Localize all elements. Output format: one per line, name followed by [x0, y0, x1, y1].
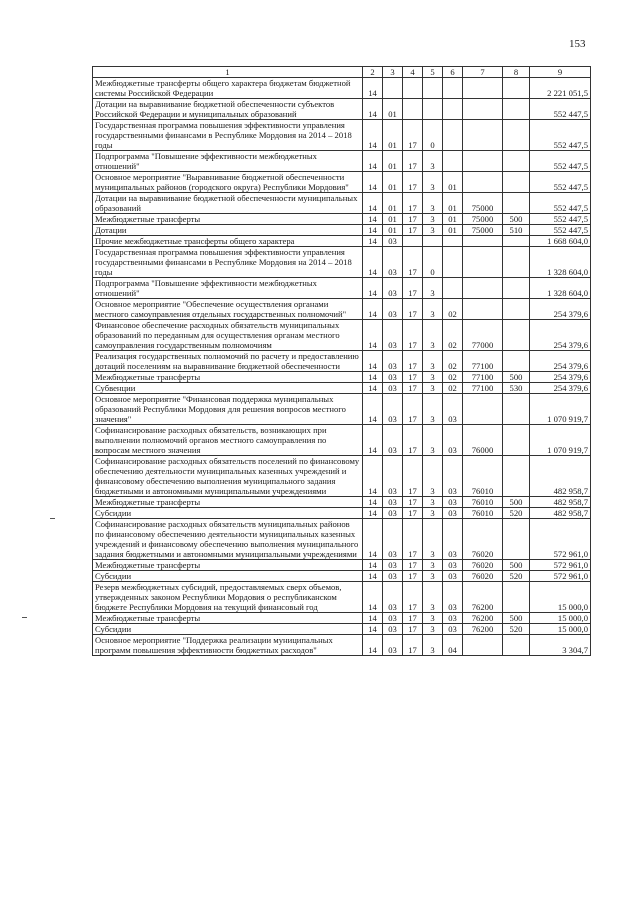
- code-cell: 14: [363, 214, 383, 225]
- code-cell: 3: [423, 193, 443, 214]
- table-row: [93, 214, 591, 225]
- row-name: Основное мероприятие "Обеспечение осуществления органами местного самоуправления отдельных государственных полномочий": [93, 299, 363, 320]
- amount-cell: 254 379,6: [530, 372, 591, 383]
- code-cell: 520: [503, 508, 530, 519]
- code-cell: 17: [403, 383, 423, 394]
- code-cell: 75000: [463, 193, 503, 214]
- code-cell: 02: [443, 372, 463, 383]
- code-cell: 03: [443, 582, 463, 613]
- code-cell: [463, 78, 503, 99]
- code-cell: 17: [403, 519, 423, 560]
- column-header: 1: [93, 67, 363, 78]
- code-cell: 03: [383, 299, 403, 320]
- code-cell: 3: [423, 508, 443, 519]
- code-cell: 3: [423, 582, 443, 613]
- code-cell: 17: [403, 372, 423, 383]
- code-cell: 01: [383, 172, 403, 193]
- amount-cell: 15 000,0: [530, 582, 591, 613]
- table-row: [93, 560, 591, 571]
- row-name: Дотации: [93, 225, 363, 236]
- code-cell: 76200: [463, 613, 503, 624]
- code-cell: 14: [363, 78, 383, 99]
- code-cell: 14: [363, 560, 383, 571]
- code-cell: 03: [383, 508, 403, 519]
- code-cell: [503, 456, 530, 497]
- code-cell: 14: [363, 299, 383, 320]
- code-cell: [503, 351, 530, 372]
- code-cell: 3: [423, 425, 443, 456]
- code-cell: [443, 278, 463, 299]
- code-cell: 0: [423, 247, 443, 278]
- code-cell: 17: [403, 508, 423, 519]
- column-header: 3: [383, 67, 403, 78]
- code-cell: 75000: [463, 225, 503, 236]
- code-cell: [463, 172, 503, 193]
- amount-cell: 482 958,7: [530, 456, 591, 497]
- table-row: [93, 508, 591, 519]
- header-row: [93, 67, 591, 78]
- code-cell: 14: [363, 172, 383, 193]
- table-row: [93, 299, 591, 320]
- code-cell: 3: [423, 278, 443, 299]
- amount-cell: 552 447,5: [530, 225, 591, 236]
- code-cell: 75000: [463, 214, 503, 225]
- code-cell: 0: [423, 120, 443, 151]
- code-cell: 03: [443, 571, 463, 582]
- row-name: Софинансирование расходных обязательств поселений по финансовому обеспечению деятельности муниципальных казенных учреждений и финансовому обеспечению выполнения муниципального задания бюджетными и автономными муниципальными учреждениями: [93, 456, 363, 497]
- code-cell: 3: [423, 172, 443, 193]
- code-cell: 14: [363, 425, 383, 456]
- code-cell: 14: [363, 508, 383, 519]
- row-name: Софинансирование расходных обязательств муниципальных районов по финансовому обеспечению деятельности муниципальных казенных учреждений и финансовому обеспечению выполнения муниципального задания бюджетными и автономными муниципальными учреждениями: [93, 519, 363, 560]
- table-row: [93, 497, 591, 508]
- table-row: [93, 425, 591, 456]
- row-name: Субсидии: [93, 571, 363, 582]
- code-cell: 77000: [463, 320, 503, 351]
- row-name: Подпрограмма "Повышение эффективности межбюджетных отношений": [93, 278, 363, 299]
- row-name: Основное мероприятие "Поддержка реализации муниципальных программ повышения эффективности бюджетных расходов": [93, 635, 363, 656]
- code-cell: 500: [503, 214, 530, 225]
- code-cell: 14: [363, 613, 383, 624]
- code-cell: [423, 236, 443, 247]
- code-cell: 3: [423, 624, 443, 635]
- amount-cell: 254 379,6: [530, 320, 591, 351]
- table-row: [93, 582, 591, 613]
- code-cell: [403, 99, 423, 120]
- code-cell: 76010: [463, 456, 503, 497]
- amount-cell: 552 447,5: [530, 193, 591, 214]
- code-cell: 17: [403, 151, 423, 172]
- code-cell: 03: [383, 613, 403, 624]
- amount-cell: 15 000,0: [530, 613, 591, 624]
- code-cell: 76020: [463, 560, 503, 571]
- code-cell: 17: [403, 456, 423, 497]
- code-cell: 3: [423, 394, 443, 425]
- code-cell: [503, 78, 530, 99]
- code-cell: 03: [383, 519, 403, 560]
- code-cell: [443, 99, 463, 120]
- code-cell: 76200: [463, 624, 503, 635]
- code-cell: [383, 78, 403, 99]
- table-row: [93, 172, 591, 193]
- table-row: [93, 456, 591, 497]
- code-cell: 14: [363, 247, 383, 278]
- row-name: Субсидии: [93, 508, 363, 519]
- table-body: [93, 78, 591, 656]
- code-cell: [503, 236, 530, 247]
- amount-cell: 572 961,0: [530, 571, 591, 582]
- code-cell: 03: [383, 394, 403, 425]
- code-cell: 14: [363, 571, 383, 582]
- code-cell: 3: [423, 383, 443, 394]
- code-cell: 03: [443, 624, 463, 635]
- code-cell: 03: [383, 456, 403, 497]
- code-cell: 76200: [463, 582, 503, 613]
- amount-cell: 1 070 919,7: [530, 425, 591, 456]
- table-row: [93, 236, 591, 247]
- code-cell: 03: [443, 613, 463, 624]
- code-cell: 76020: [463, 519, 503, 560]
- table-row: [93, 247, 591, 278]
- code-cell: 17: [403, 214, 423, 225]
- code-cell: [403, 236, 423, 247]
- code-cell: 3: [423, 151, 443, 172]
- code-cell: 3: [423, 497, 443, 508]
- code-cell: 14: [363, 372, 383, 383]
- code-cell: 03: [443, 425, 463, 456]
- code-cell: 14: [363, 383, 383, 394]
- code-cell: 14: [363, 236, 383, 247]
- row-name: Межбюджетные трансферты: [93, 214, 363, 225]
- code-cell: 17: [403, 225, 423, 236]
- code-cell: 03: [443, 394, 463, 425]
- amount-cell: 552 447,5: [530, 214, 591, 225]
- code-cell: 03: [383, 278, 403, 299]
- table-row: [93, 193, 591, 214]
- code-cell: [463, 120, 503, 151]
- column-header: 5: [423, 67, 443, 78]
- row-name: Дотации на выравнивание бюджетной обеспеченности муниципальных образований: [93, 193, 363, 214]
- code-cell: 03: [383, 236, 403, 247]
- code-cell: 76020: [463, 571, 503, 582]
- column-header: 9: [530, 67, 591, 78]
- code-cell: [503, 278, 530, 299]
- row-name: Межбюджетные трансферты: [93, 613, 363, 624]
- row-name: Межбюджетные трансферты: [93, 372, 363, 383]
- code-cell: 3: [423, 456, 443, 497]
- code-cell: [503, 172, 530, 193]
- code-cell: 03: [443, 519, 463, 560]
- code-cell: 14: [363, 99, 383, 120]
- table-row: [93, 225, 591, 236]
- code-cell: 3: [423, 351, 443, 372]
- code-cell: [463, 278, 503, 299]
- code-cell: [443, 120, 463, 151]
- code-cell: 76010: [463, 497, 503, 508]
- row-name: Основное мероприятие "Финансовая поддержка муниципальных образований Республики Мордовия для решения вопросов местного значения": [93, 394, 363, 425]
- code-cell: 3: [423, 299, 443, 320]
- code-cell: 17: [403, 560, 423, 571]
- amount-cell: 1 328 604,0: [530, 247, 591, 278]
- table-row: [93, 635, 591, 656]
- amount-cell: 482 958,7: [530, 508, 591, 519]
- code-cell: 77100: [463, 351, 503, 372]
- row-name: Резерв межбюджетных субсидий, предоставляемых сверх объемов, утвержденных законом Республики Мордовия о республиканском бюджете Республики Мордовия на текущий финансовый год: [93, 582, 363, 613]
- amount-cell: 254 379,6: [530, 383, 591, 394]
- code-cell: [443, 247, 463, 278]
- code-cell: 03: [383, 571, 403, 582]
- code-cell: 17: [403, 172, 423, 193]
- code-cell: [463, 394, 503, 425]
- code-cell: 17: [403, 635, 423, 656]
- row-name: Прочие межбюджетные трансферты общего характера: [93, 236, 363, 247]
- table-row: [93, 151, 591, 172]
- amount-cell: 254 379,6: [530, 299, 591, 320]
- amount-cell: 1 070 919,7: [530, 394, 591, 425]
- code-cell: 03: [443, 508, 463, 519]
- scan-mark: [22, 617, 27, 618]
- column-header: 6: [443, 67, 463, 78]
- code-cell: 17: [403, 320, 423, 351]
- table-row: [93, 320, 591, 351]
- code-cell: [503, 193, 530, 214]
- code-cell: [503, 519, 530, 560]
- amount-cell: 1 668 604,0: [530, 236, 591, 247]
- code-cell: 02: [443, 299, 463, 320]
- table-row: [93, 613, 591, 624]
- code-cell: 01: [383, 193, 403, 214]
- amount-cell: 572 961,0: [530, 519, 591, 560]
- code-cell: 500: [503, 613, 530, 624]
- code-cell: 01: [383, 151, 403, 172]
- code-cell: 3: [423, 214, 443, 225]
- code-cell: [503, 635, 530, 656]
- code-cell: 17: [403, 394, 423, 425]
- row-name: Межбюджетные трансферты: [93, 560, 363, 571]
- code-cell: 14: [363, 120, 383, 151]
- code-cell: 03: [383, 383, 403, 394]
- code-cell: [443, 151, 463, 172]
- amount-cell: 572 961,0: [530, 560, 591, 571]
- code-cell: 14: [363, 193, 383, 214]
- code-cell: 17: [403, 193, 423, 214]
- code-cell: 14: [363, 456, 383, 497]
- code-cell: [503, 394, 530, 425]
- code-cell: 3: [423, 635, 443, 656]
- column-header: 7: [463, 67, 503, 78]
- code-cell: 01: [443, 193, 463, 214]
- row-name: Межбюджетные трансферты общего характера бюджетам бюджетной системы Российской Федерации: [93, 78, 363, 99]
- code-cell: 03: [383, 560, 403, 571]
- row-name: Межбюджетные трансферты: [93, 497, 363, 508]
- code-cell: 17: [403, 624, 423, 635]
- code-cell: 03: [383, 247, 403, 278]
- code-cell: 3: [423, 571, 443, 582]
- row-name: Государственная программа повышения эффективности управления государственными финансами в Республике Мордовия на 2014 – 2018 годы: [93, 120, 363, 151]
- code-cell: 03: [383, 372, 403, 383]
- code-cell: 17: [403, 497, 423, 508]
- code-cell: 14: [363, 394, 383, 425]
- code-cell: 76010: [463, 508, 503, 519]
- amount-cell: 552 447,5: [530, 151, 591, 172]
- code-cell: [423, 78, 443, 99]
- code-cell: [503, 582, 530, 613]
- code-cell: 14: [363, 635, 383, 656]
- code-cell: [503, 320, 530, 351]
- row-name: Подпрограмма "Повышение эффективности межбюджетных отношений": [93, 151, 363, 172]
- table-row: [93, 519, 591, 560]
- code-cell: 03: [383, 582, 403, 613]
- code-cell: 520: [503, 624, 530, 635]
- code-cell: 01: [443, 214, 463, 225]
- code-cell: 14: [363, 151, 383, 172]
- code-cell: 02: [443, 383, 463, 394]
- code-cell: [403, 78, 423, 99]
- row-name: Субвенции: [93, 383, 363, 394]
- table-row: [93, 394, 591, 425]
- code-cell: 500: [503, 372, 530, 383]
- code-cell: 77100: [463, 372, 503, 383]
- budget-table: [92, 66, 591, 656]
- code-cell: 17: [403, 613, 423, 624]
- code-cell: 01: [443, 172, 463, 193]
- code-cell: 500: [503, 497, 530, 508]
- table-row: [93, 351, 591, 372]
- amount-cell: 552 447,5: [530, 120, 591, 151]
- code-cell: 3: [423, 613, 443, 624]
- page-number: 153: [569, 38, 586, 50]
- code-cell: 14: [363, 278, 383, 299]
- code-cell: [423, 99, 443, 120]
- code-cell: 17: [403, 582, 423, 613]
- code-cell: 510: [503, 225, 530, 236]
- code-cell: [503, 425, 530, 456]
- code-cell: 520: [503, 571, 530, 582]
- column-header: 2: [363, 67, 383, 78]
- code-cell: 77100: [463, 383, 503, 394]
- code-cell: 01: [443, 225, 463, 236]
- code-cell: 17: [403, 425, 423, 456]
- code-cell: 03: [383, 351, 403, 372]
- code-cell: [463, 99, 503, 120]
- amount-cell: 552 447,5: [530, 172, 591, 193]
- code-cell: [503, 247, 530, 278]
- code-cell: 01: [383, 214, 403, 225]
- code-cell: 03: [383, 497, 403, 508]
- table-row: [93, 383, 591, 394]
- code-cell: 3: [423, 519, 443, 560]
- table-row: [93, 120, 591, 151]
- code-cell: 3: [423, 225, 443, 236]
- code-cell: 03: [383, 624, 403, 635]
- code-cell: 03: [443, 497, 463, 508]
- code-cell: 01: [383, 120, 403, 151]
- row-name: Государственная программа повышения эффективности управления государственными финансами в Республике Мордовия на 2014 – 2018 годы: [93, 247, 363, 278]
- code-cell: [463, 247, 503, 278]
- amount-cell: 15 000,0: [530, 624, 591, 635]
- code-cell: 14: [363, 519, 383, 560]
- table-row: [93, 624, 591, 635]
- code-cell: 17: [403, 247, 423, 278]
- code-cell: 530: [503, 383, 530, 394]
- code-cell: 17: [403, 299, 423, 320]
- amount-cell: 2 221 051,5: [530, 78, 591, 99]
- amount-cell: 482 958,7: [530, 497, 591, 508]
- code-cell: 14: [363, 225, 383, 236]
- code-cell: 17: [403, 278, 423, 299]
- code-cell: [503, 120, 530, 151]
- table-row: [93, 372, 591, 383]
- code-cell: 04: [443, 635, 463, 656]
- amount-cell: 3 304,7: [530, 635, 591, 656]
- code-cell: [463, 236, 503, 247]
- code-cell: 14: [363, 351, 383, 372]
- code-cell: 17: [403, 120, 423, 151]
- row-name: Основное мероприятие "Выравнивание бюджетной обеспеченности муниципальных районов (городского округа) Республики Мордовия": [93, 172, 363, 193]
- row-name: Дотации на выравнивание бюджетной обеспеченности субъектов Российской Федерации и муниципальных образований: [93, 99, 363, 120]
- code-cell: 14: [363, 497, 383, 508]
- code-cell: [463, 635, 503, 656]
- row-name: Субсидии: [93, 624, 363, 635]
- column-header: 4: [403, 67, 423, 78]
- code-cell: 14: [363, 624, 383, 635]
- code-cell: [443, 78, 463, 99]
- code-cell: 3: [423, 320, 443, 351]
- code-cell: [463, 151, 503, 172]
- code-cell: 500: [503, 560, 530, 571]
- table-row: [93, 78, 591, 99]
- code-cell: 3: [423, 372, 443, 383]
- code-cell: 02: [443, 320, 463, 351]
- amount-cell: 1 328 604,0: [530, 278, 591, 299]
- code-cell: 02: [443, 351, 463, 372]
- row-name: Финансовое обеспечение расходных обязательств муниципальных образований по переданным для осуществления органам местного самоуправления государственным полномочиям: [93, 320, 363, 351]
- code-cell: 01: [383, 99, 403, 120]
- code-cell: 03: [383, 425, 403, 456]
- code-cell: 03: [443, 456, 463, 497]
- amount-cell: 254 379,6: [530, 351, 591, 372]
- table-row: [93, 278, 591, 299]
- row-name: Реализация государственных полномочий по расчету и предоставлению дотаций поселениям на выравнивание бюджетной обеспеченности: [93, 351, 363, 372]
- code-cell: 14: [363, 582, 383, 613]
- code-cell: 01: [383, 225, 403, 236]
- row-name: Софинансирование расходных обязательств, возникающих при выполнении полномочий органов местного самоуправления по вопросам местного значения: [93, 425, 363, 456]
- table-row: [93, 99, 591, 120]
- code-cell: 03: [383, 635, 403, 656]
- code-cell: 03: [443, 560, 463, 571]
- code-cell: [443, 236, 463, 247]
- table-row: [93, 571, 591, 582]
- code-cell: [503, 299, 530, 320]
- column-header: 8: [503, 67, 530, 78]
- code-cell: [503, 151, 530, 172]
- scan-mark: [50, 518, 55, 519]
- code-cell: 14: [363, 320, 383, 351]
- code-cell: 03: [383, 320, 403, 351]
- code-cell: [503, 99, 530, 120]
- code-cell: 17: [403, 351, 423, 372]
- code-cell: 3: [423, 560, 443, 571]
- code-cell: 76000: [463, 425, 503, 456]
- code-cell: [463, 299, 503, 320]
- code-cell: 17: [403, 571, 423, 582]
- amount-cell: 552 447,5: [530, 99, 591, 120]
